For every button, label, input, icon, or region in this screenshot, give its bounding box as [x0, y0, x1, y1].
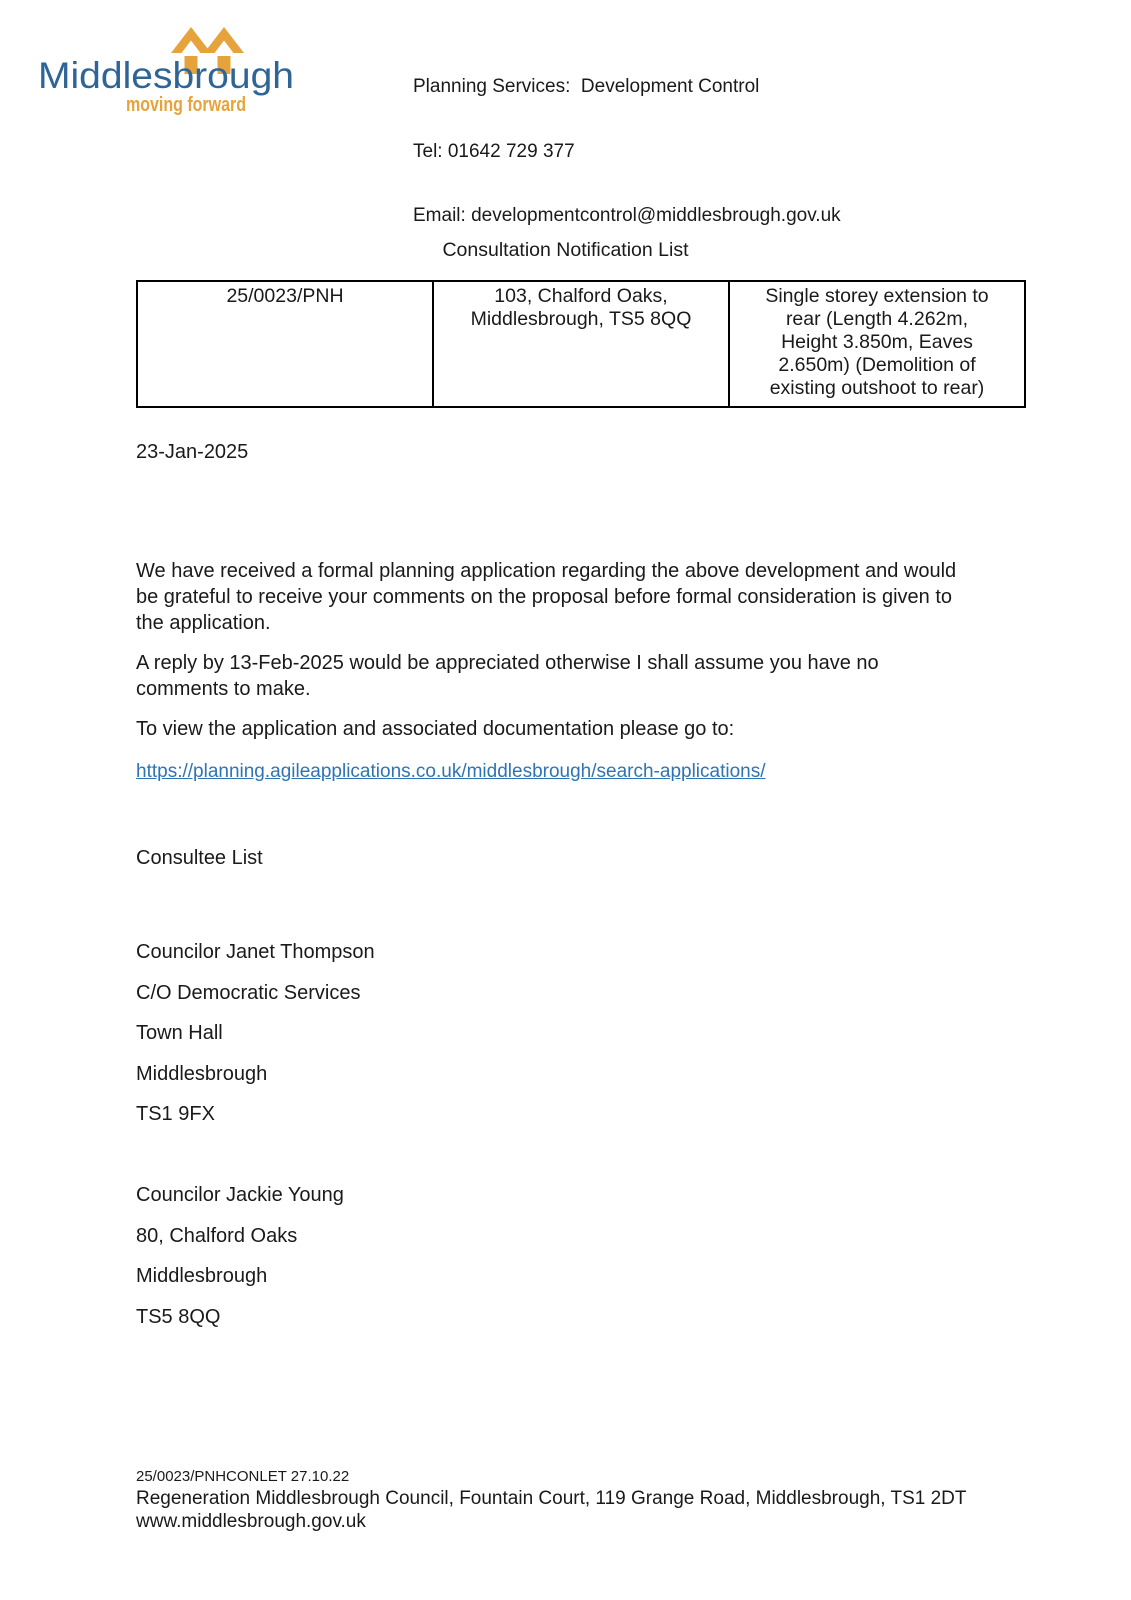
letter-footer	[136, 1467, 967, 1533]
consultee-address-line: Town Hall	[136, 1022, 223, 1044]
footer-reference: 25/0023/PNHCONLET 27.10.22	[136, 1468, 350, 1485]
paragraph-reply-by	[136, 650, 879, 702]
middlesbrough-logo-graphic	[38, 22, 296, 118]
page-title: Consultation Notification List	[442, 239, 689, 261]
site-address-line: Middlesbrough, TS5 8QQ	[470, 308, 692, 330]
consultee-address-line: Middlesbrough	[136, 1062, 268, 1085]
paragraph-line: comments to make.	[136, 678, 311, 700]
consultee-name: Councilor Janet Thompson	[136, 941, 375, 963]
paragraph-received	[136, 558, 956, 636]
application-reference: 25/0023/PNH	[226, 285, 344, 307]
site-address-line: 103, Chalford Oaks,	[494, 285, 668, 307]
application-search-link[interactable]: https://planning.agileapplications.co.uk/middlesbrough/search-applications/	[136, 761, 766, 782]
contact-block	[413, 33, 841, 270]
paragraph-line: We have received a formal planning application regarding the above development and would	[136, 560, 957, 582]
site-address-cell	[433, 281, 729, 407]
application-table	[136, 280, 1026, 408]
consultee-name: Councilor Jackie Young	[136, 1184, 344, 1206]
consultee-address-line: Middlesbrough	[136, 1265, 268, 1287]
proposal-line: 2.650m) (Demolition of	[778, 354, 976, 376]
proposal-line: Height 3.850m, Eaves	[781, 331, 973, 353]
paragraph-view-application: To view the application and associated documentation please go to:	[136, 718, 735, 740]
consultee-entry	[136, 1183, 344, 1345]
consultee-address-line: C/O Democratic Services	[136, 981, 361, 1004]
proposal-line: Single storey extension to	[765, 285, 989, 307]
proposal-line: existing outshoot to rear)	[769, 377, 985, 399]
consultee-postcode: TS5 8QQ	[136, 1305, 221, 1328]
footer-council-address: Regeneration Middlesbrough Council, Fountain Court, 119 Grange Road, Middlesbrough, TS1 2DT	[136, 1488, 967, 1509]
paragraph-line: A reply by 13-Feb-2025 would be appreciated otherwise I shall assume you have no	[136, 652, 879, 674]
contact-department: Planning Services: Development Control	[413, 76, 760, 97]
council-logo	[38, 22, 296, 118]
proposal-description-cell	[729, 281, 1025, 407]
logo-tagline: moving forward	[126, 94, 246, 116]
paragraph-line: the application.	[136, 612, 271, 634]
footer-website: www.middlesbrough.gov.uk	[136, 1511, 366, 1532]
consultee-address-line: 80, Chalford Oaks	[136, 1224, 298, 1247]
consultee-postcode: TS1 9FX	[136, 1103, 215, 1125]
contact-email: Email: developmentcontrol@middlesbrough.gov.uk	[413, 205, 841, 226]
application-reference-cell	[137, 281, 433, 407]
logo-wordmark: Middlesbrough	[38, 55, 294, 96]
table-row	[137, 281, 1025, 407]
consultee-list-heading: Consultee List	[136, 847, 263, 869]
letter-date: 23-Jan-2025	[136, 441, 249, 463]
proposal-line: rear (Length 4.262m,	[785, 308, 969, 330]
consultee-entry	[136, 940, 375, 1143]
contact-telephone: Tel: 01642 729 377	[413, 140, 575, 162]
paragraph-line: be grateful to receive your comments on the proposal before formal consideration is given to	[136, 586, 952, 608]
